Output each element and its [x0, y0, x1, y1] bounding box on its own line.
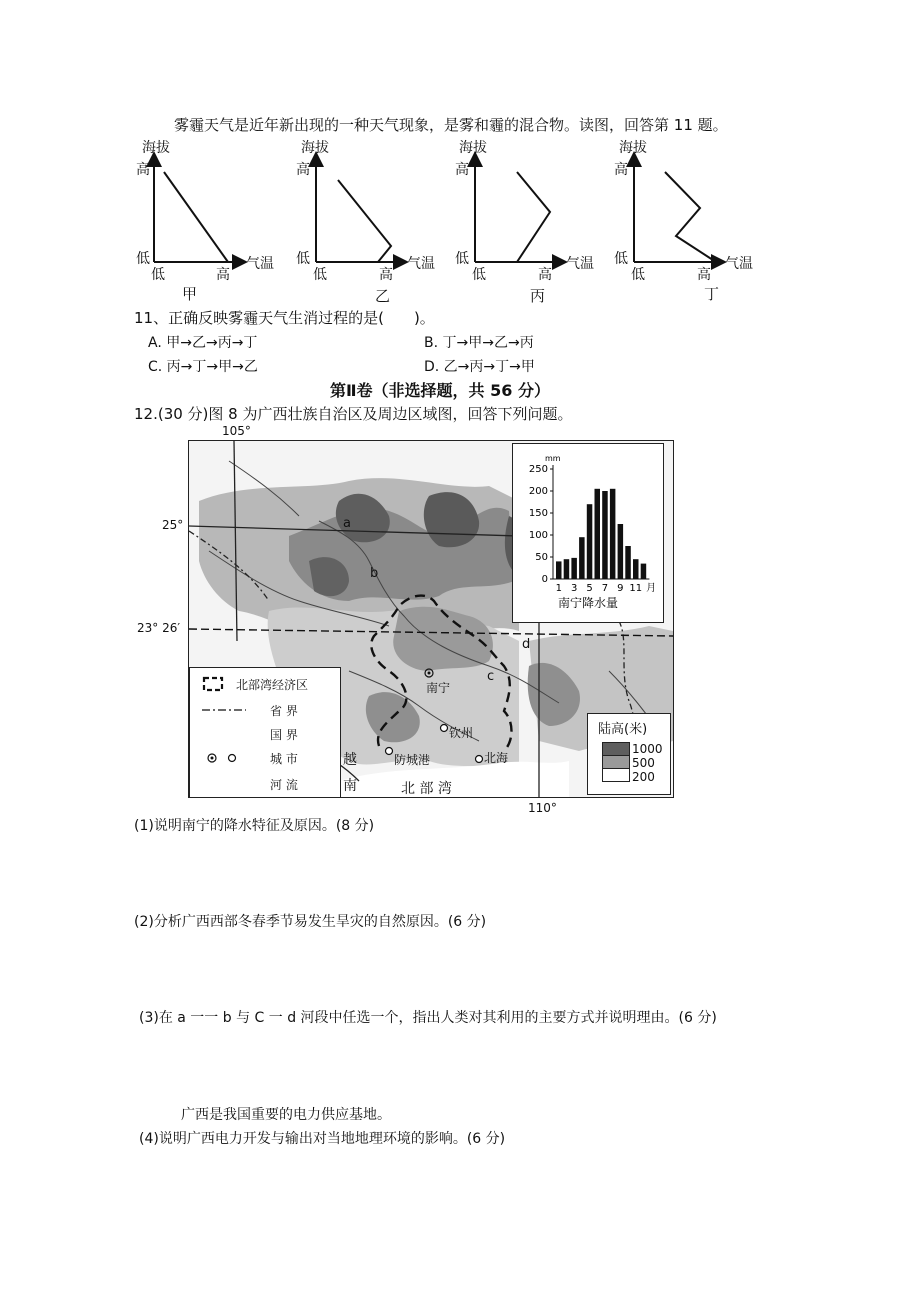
precip-bar: [595, 489, 601, 579]
graph-jia-x-axis: 气温: [246, 256, 274, 272]
map-legend: [189, 667, 341, 798]
q11-option-b[interactable]: B. 丁→甲→乙→丙: [424, 335, 534, 351]
precip-bar: [602, 491, 608, 579]
q11-option-a[interactable]: A. 甲→乙→丙→丁: [148, 335, 258, 351]
graph-jia-axes: [154, 155, 244, 262]
graph-ding-curve: [665, 172, 716, 262]
precip-xtick-label: 9: [617, 583, 624, 594]
graph-ding-x-low: 低: [631, 267, 645, 283]
elevation-title: 陆高(米): [598, 722, 648, 737]
bay-label: 北 部 湾: [401, 781, 452, 797]
country-nan-label: 南: [343, 778, 357, 794]
graph-jia-x-high: 高: [216, 267, 230, 283]
point-c-label: c: [487, 669, 495, 684]
elev-swatch-500: [602, 755, 630, 769]
q12-note: 广西是我国重要的电力供应基地。: [181, 1107, 391, 1123]
graph-bing-y-axis: 海拔: [459, 140, 487, 156]
precip-xtick-label: 月: [646, 583, 657, 594]
graph-yi-curve: [338, 180, 391, 262]
intro-text: 雾霾天气是近年新出现的一种天气现象，是雾和霾的混合物。读图，回答第 11 题。: [174, 116, 728, 134]
precip-xtick-label: 7: [601, 583, 609, 594]
lon-110-label: 110°: [528, 801, 557, 815]
graph-yi-caption: 乙: [375, 287, 391, 305]
city-qinzhou-label: 钦州: [449, 726, 474, 740]
point-b-label: b: [370, 566, 379, 581]
guangxi-map: [188, 440, 674, 798]
graph-ding-x-axis: 气温: [725, 256, 753, 272]
graph-jia-y-high: 高: [136, 162, 150, 178]
precip-bar: [564, 559, 570, 579]
graph-jia-x-low: 低: [151, 267, 165, 283]
q12-sub1: (1)说明南宁的降水特征及原因。(8 分): [134, 818, 375, 834]
elev-swatch-200: [602, 768, 630, 782]
lon-105-label: 105°: [222, 424, 251, 438]
precip-ytick-label: 0: [541, 574, 548, 585]
legend-prov-label: 省 界: [270, 704, 298, 718]
point-d-label: d: [522, 637, 531, 652]
q11-stem: 11、正确反映雾霾天气生消过程的是( )。: [134, 309, 435, 327]
graph-ding-x-high: 高: [697, 267, 711, 283]
precip-ytick-label: 50: [535, 552, 548, 563]
graph-bing-curve: [517, 172, 550, 262]
precip-bar: [625, 546, 631, 579]
graph-yi-y-high: 高: [296, 162, 310, 178]
country-yue-label: 越: [343, 752, 357, 768]
graph-ding-axes: [634, 155, 723, 262]
precip-bar: [579, 537, 585, 579]
lat-25-label: 25°: [162, 518, 184, 532]
city-fangchenggang-label: 防城港: [394, 753, 431, 767]
q12-stem: 12.(30 分)图 8 为广西壮族自治区及周边区域图，回答下列问题。: [134, 405, 573, 423]
elev-level-500: 500: [632, 756, 655, 770]
graph-bing-y-high: 高: [455, 162, 469, 178]
precip-bar: [610, 489, 616, 579]
graph-ding-y-high: 高: [614, 162, 628, 178]
precip-ytick-label: 100: [528, 530, 548, 541]
precip-bar: [556, 561, 562, 579]
section-title: 第Ⅱ卷（非选择题，共 56 分）: [330, 381, 550, 400]
graph-bing-y-low: 低: [455, 251, 469, 267]
precip-xtick-label: 1: [555, 583, 562, 594]
precip-bar: [571, 558, 577, 579]
elev-swatch-1000: [602, 742, 630, 756]
precip-bar: [587, 504, 593, 579]
elev-level-200: 200: [632, 770, 655, 784]
legend-city-label: 城 市: [270, 752, 298, 766]
precip-xtick-label: 5: [586, 583, 593, 594]
precip-unit-label: mm: [545, 454, 561, 463]
q12-sub2: (2)分析广西西部冬春季节易发生旱灾的自然原因。(6 分): [134, 914, 487, 930]
q12-sub3: (3)在 a 一一 b 与 C 一 d 河段中任选一个，指出人类对其利用的主要方式并说明理由。(6 分): [139, 1010, 717, 1026]
graph-lines-svg: [0, 0, 920, 310]
q11-option-d[interactable]: D. 乙→丙→丁→甲: [424, 359, 535, 375]
elev-level-1000: 1000: [632, 742, 663, 756]
precip-chart-svg: [513, 444, 663, 622]
precip-xtick-label: 11: [629, 583, 643, 594]
legend-zone-label: 北部湾经济区: [236, 678, 309, 692]
legend-nation-label: 国 界: [270, 728, 298, 742]
graph-jia-y-low: 低: [136, 251, 150, 267]
graph-bing-x-axis: 气温: [566, 256, 594, 272]
point-a-label: a: [343, 516, 351, 531]
graph-jia-caption: 甲: [182, 285, 198, 303]
precip-ytick-label: 150: [528, 508, 548, 519]
city-beihai-label: 北海: [484, 751, 509, 765]
precip-ytick-label: 200: [528, 486, 548, 497]
graph-yi-x-high: 高: [379, 267, 393, 283]
graph-jia-curve: [164, 172, 228, 262]
graph-bing-axes: [475, 155, 564, 262]
graph-ding-y-axis: 海拔: [619, 140, 647, 156]
city-nanning-label: 南宁: [426, 681, 451, 695]
precip-xtick-label: 3: [570, 583, 578, 594]
precip-bar: [641, 564, 647, 579]
graph-ding-y-low: 低: [614, 251, 628, 267]
precip-bar: [618, 524, 624, 579]
nanning-precip-inset: [512, 443, 664, 623]
graph-bing-caption: 丙: [530, 287, 546, 305]
lat-2326-label: 23° 26′: [137, 621, 181, 635]
precip-chart-title: 南宁降水量: [557, 596, 619, 610]
graph-bing-x-high: 高: [538, 267, 552, 283]
graph-yi-x-low: 低: [313, 267, 327, 283]
graph-jia-y-axis: 海拔: [142, 140, 170, 156]
graph-yi-y-axis: 海拔: [301, 140, 329, 156]
graph-ding-caption: 丁: [704, 285, 720, 303]
graph-yi-x-axis: 气温: [407, 256, 435, 272]
q11-option-c[interactable]: C. 丙→丁→甲→乙: [148, 359, 258, 375]
q12-sub4: (4)说明广西电力开发与输出对当地地理环境的影响。(6 分): [139, 1131, 506, 1147]
precip-ytick-label: 250: [528, 464, 548, 475]
graph-yi-y-low: 低: [296, 251, 310, 267]
precip-bar: [633, 559, 639, 579]
graph-bing-x-low: 低: [472, 267, 486, 283]
legend-river-label: 河 流: [270, 778, 298, 792]
elevation-legend: [587, 713, 671, 795]
